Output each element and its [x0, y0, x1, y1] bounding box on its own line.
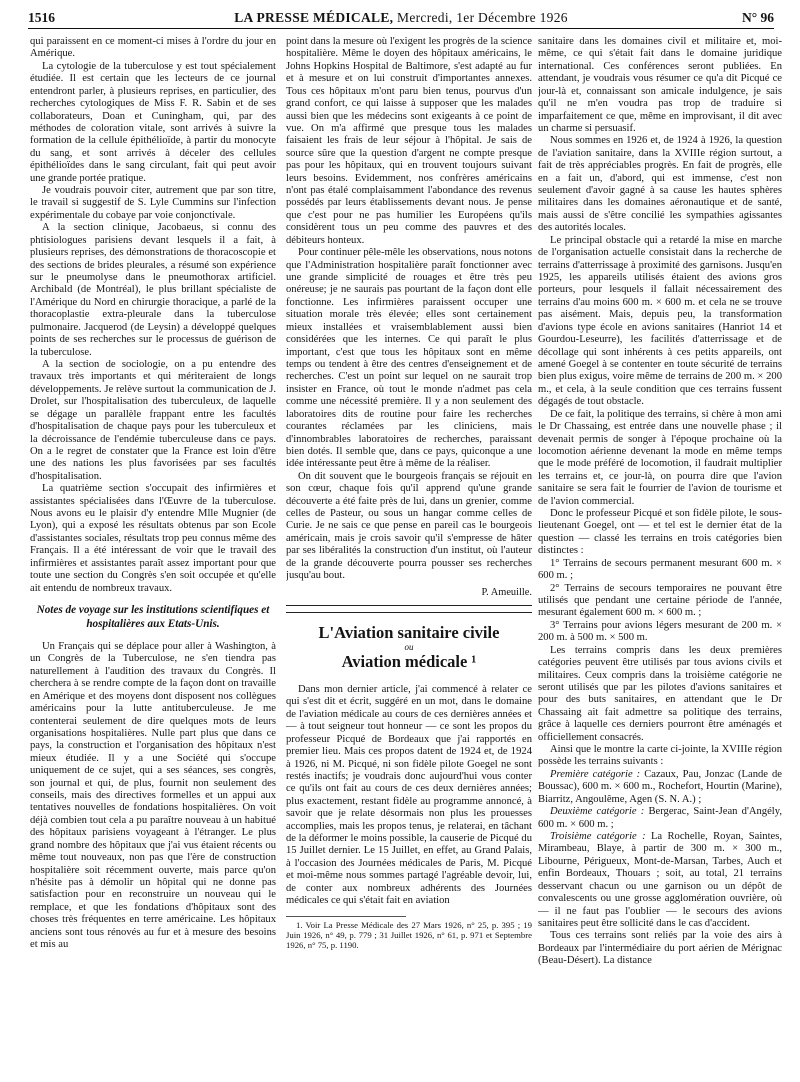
- paragraph: Donc le professeur Picqué et son fidèle pilote, le sous-lieutenant Goegel, ont — et tel est le dernier état de la question — classé les terrains en trois catégories bien distinctes :: [538, 508, 782, 557]
- divider: [286, 612, 532, 613]
- category-text: Bergerac, Saint-Jean d'Angély, 600 m. × 600 m. ;: [538, 806, 782, 830]
- paragraph: A la section de sociologie, on a pu entendre des travaux très importants et qui mériteraient de longs développements. Je relève surtout la communication de J. Drolet, sur l'hospitalisation des tuberculeux, de laquelle se dégage un parallèle frappant entre les facultés d'hospitalisation de chaque pays pour les tuberculeux et la décroissance de l'endémie tuberculeuse dans ce pays. On a le regret de constater que la France est loin d'être une des nations les plus favorisées par ses facultés d'hospitalisation.: [30, 358, 276, 482]
- paragraph: 1° Terrains de secours permanent mesurant 600 m. × 600 m. ;: [538, 557, 782, 582]
- masthead: [28, 10, 774, 26]
- column-middle: [286, 36, 532, 1076]
- category-label: Deuxième catégorie :: [550, 806, 645, 818]
- paragraph: De ce fait, la politique des terrains, si chère à mon ami le Dr Chassaing, est entrée dans une nouvelle phase ; il devenait permis de songer à l'époque prochaine où la locomotion aérienne devenant la mode en même temps que le mode préféré de locomotion, il faudrait multiplier les terrains et, ce jour-là, on pourra dire que l'avion sanitaire se sera fait le fourrier de l'avion de tourisme et de l'avion commercial.: [538, 408, 782, 507]
- issue-date: Mercredi, 1er Décembre 1926: [397, 10, 568, 25]
- paragraph: On dit souvent que le bourgeois français se réjouit en son cœur, chaque fois qu'il apprend qu'une grande découverte a été faite près de lui, dans un grenier, comme celles de Pasteur, ou sous un hangar comme celles de Curie. Je ne sais ce que pense en pareil cas le bourgeois américain, mais je crois savoir qu'il s'empresse de hâter par ses libéralités la construction d'un institut, où l'auteur de la grande découverte pourra pousser ses recherches jusqu'au bout.: [286, 470, 532, 582]
- page-header: [28, 10, 774, 29]
- paragraph: Les terrains compris dans les deux premières catégories peuvent être utilisés par tous avions civils et militaires. Ceux compris dans la troisième catégorie ne seront utilisés que par les pilotes d'avions sanitaires et pour des buts sanitaires, en attendant que le Dr Chassaing ait fait admettre sa politique des terrains, grâce à laquelle ces derniers pourront être aménagés et officiellement consacrés.: [538, 644, 782, 743]
- paragraph: Un Français qui se déplace pour aller à Washington, à un Congrès de la Tuberculose, ne s'en tiendra pas naturellement à l'audition des travaux du Congrès. Il cherchera à se rendre compte de la façon dont on travaille en Amérique et des moyens dont disposent nos collègues américains pour la lutte antituberculeuse. Je me contenterai seulement de dire quelques mots de leurs organisations hospitalières. Nulle part plus que dans ce pays, la construction et l'organisation des hôpitaux n'est mieux étudiée. Il y a une Société qui s'occupe uniquement de ce sujet, qui a ses séances, ses congrès, son journal et qui, de plus, fournit non seulement des conseils, mais des directives formelles et un appui aux tentatives nouvelles de fondations hospitalières. On voit déjà combien tout cela a pu paraître nouveau à un habitué des hôpitaux parisiens voyageant à l'étranger. Le plus grand nombre des hôpitaux que j'ai vus étaient récents ou même tout nouveaux, non pas que l'ère de construction hospitalière soit récemment ouverte, mais parce qu'on n'hésite pas à démolir un hôpital qui ne donne pas satisfaction pour en reconstruire un nouveau qui le remplace, et que les fondations d'hôpitaux sont des choses très fréquentes en terre américaine. Les hôpitaux anciens sont tous rénovés au fur et à mesure des besoins et mis au: [30, 640, 276, 951]
- paragraph: qui paraissent en ce moment-ci mises à l'ordre du jour en Amérique.: [30, 36, 276, 60]
- journal-title: LA PRESSE MÉDICALE,: [234, 10, 394, 25]
- category-item: [538, 806, 782, 831]
- paragraph: Tous ces terrains sont reliés par la voie des airs à Bordeaux par l'intermédiaire du port aérien de Mérignac (Beau-Désert). La distance: [538, 930, 782, 967]
- issue-number: N° 96: [741, 10, 774, 25]
- paragraph: 2° Terrains de secours temporaires ne pouvant être utilisés que pendant une certaine période de l'année, mesurant également 600 m. × 600 m. ;: [538, 582, 782, 619]
- category-item: [538, 769, 782, 806]
- paragraph: La cytologie de la tuberculose y est tout spécialement étudiée. Il est certain que les lecteurs de ce journal entendront parler, à plusieurs reprises, en particulier, des recherches cytologiques de Miss F. R. Sabin et de ses collaborateurs, Doan et Cuningham, qui, par des méthodes de coloration vitale, sont arrivés à suivre la formation de la cellule épithélioïde, à partir du monocyte du sang, et sont arrivés à déceler des cellules épithélioïdes dans le sang circulant, fait qui peut avoir une grande portée pratique.: [30, 60, 276, 184]
- paragraph: point dans la mesure où l'exigent les progrès de la science hospitalière. Même le doyen des hôpitaux américains, le Johns Hopkins Hospital de Baltimore, s'est adapté au fur et à mesure et on lui construit d'importantes annexes. Tous ces hôpitaux m'ont paru bien tenus, pourvus d'un grand confort, ce qui laisse à supposer que les malades aussi bien que les médecins sont exigeants à ce point de vue. On m'a affirmé que presque tous les malades faisaient les frais de leur séjour à l'hôpital. Je sais de source sûre que la question d'argent ne compte presque pas pour les hôpitaux, qui en trouvent toujours suivant leurs besoins. Evidemment, nos confrères américains n'ont pas étalé complaisamment l'abondance des revenus possédés par leurs établissements devant nous. Je pense que c'est pour ne pas humilier les Européens qu'ils considèrent tous un peu comme des pauvres et des débiteurs honteux.: [286, 36, 532, 246]
- paragraph: Nous sommes en 1926 et, de 1924 à 1926, la question de l'aviation sanitaire, dans la XVIIIe région surtout, a fait de très appréciables progrès. En fait de progrès, elle en a fait un, d'abord, qui est immense, c'est non seulement d'avoir gagné à sa cause les hautes sphères militaires dans les domaines aéronautique et de santé, mais aussi de s'être concilié les sympathies agissantes des autorités locales.: [538, 135, 782, 234]
- article-title-connector: ou: [404, 641, 414, 652]
- paragraph: Le principal obstacle qui a retardé la mise en marche de l'organisation actuelle consistait dans la recherche de terrains d'atterrissage à proximité des garnisons. Jusqu'en 1925, les appareils utilisés étaient des avions gros porteurs, pour lesquels il fallait nécessairement des terrains d'au moins 600 m. × 600 m. et cela ne se trouve pas aisément. Mais, depuis peu, la transformation d'avions type école en avions sanitaires (Hanriot 14 et Gourdou-Leseurre), les facilités d'atterrissage et de décollage qui sont inhérents à ces petits appareils, ont amené Goegel à se contenter en toute sécurité de terrains bien plus exigus, voire même de terrains de 200 m. × 200 m., et cela, à la seule condition que ces terrains fussent dégagés de tout obstacle.: [538, 234, 782, 408]
- category-label: Première catégorie :: [550, 768, 641, 780]
- category-item: [538, 831, 782, 930]
- article-title: L'Aviation sanitaire civile: [318, 622, 500, 642]
- page-number: 1516: [28, 10, 55, 25]
- article-title-secondary: Aviation médicale ¹: [341, 651, 477, 671]
- column-left: [30, 36, 276, 1076]
- paragraph: 3° Terrains pour avions légers mesurant de 200 m. × 200 m. à 500 m. × 500 m.: [538, 619, 782, 644]
- category-text: Cazaux, Pau, Jonzac (Lande de Boussac), 600 m. × 600 m., Rochefort, Hourtin (Marine), Biarritz, Angoulême, Agen (S. N. A.) ;: [538, 768, 782, 805]
- paragraph: Pour continuer pêle-mêle les observations, nous notons que l'Administration hospitalière paraît fonctionner avec une grande simplicité de rouages et être très peu onéreuse; je ne saurais pas pourtant de la façon dont elle fonctionne. Les infirmières paraissent occuper une situation morale très élevée; elles sont certainement mieux installées et vraisemblablement aussi bien considérées que les internes. Ce qui paraît le plus important, c'est que tous les hôpitaux sont en même temps ou tendent à être des centres d'enseignement et de recherches. C'est un point sur lequel on ne saurait trop insister en France, où tout le monde n'admet pas cela comme une nécessité première. Il y a non seulement des laboratoires dits de routine pour faire les recherches courantes réclamées par les cliniciens, mais d'innombrables laboratoires de recherches, paraissant bien dotés. Il semble que, dans ce pays, quiconque a une idée intéressante peut être à même de la réaliser.: [286, 247, 532, 470]
- paragraph: Ainsi que le montre la carte ci-jointe, la XVIIIe région possède les terrains suivants :: [538, 744, 782, 768]
- paragraph: La quatrième section s'occupait des infirmières et assistantes spécialisées dans l'Œuvre de la tuberculose. Nous avons eu le plaisir d'y entendre Mlle Mugnier (de Lyon), qui a exposé les résultats obtenus par son Ecole d'assistantes sociales, résultats trop peu connus même des Français. Il a été intéressant de voir que le travail des infirmières et assistantes paraît assez important pour que toute une section du Congrès s'en soit occupée et qu'elle ait entendu de nombreux travaux.: [30, 483, 276, 594]
- category-label: Troisième catégorie :: [550, 831, 646, 842]
- footnote: 1. Voir La Presse Médicale des 27 Mars 1926, n° 25, p. 395 ; 19 Juin 1926, n° 49, p. 779 ; 31 Juillet 1926, n° 61, p. 971 et Septembre 1926, n° 75, p. 1190.: [286, 919, 532, 951]
- author-signature: P. Ameuille.: [481, 586, 532, 598]
- paragraph: Je voudrais pouvoir citer, autrement que par son titre, le travail si suggestif de S. Lyle Cummins sur l'infection expérimentale du cobaye par voie conjonctivale.: [30, 185, 276, 221]
- column-right: [538, 36, 782, 1076]
- section-subheading: Notes de voyage sur les institutions scientifiques et hospitalières aux Etats-Unis.: [36, 603, 270, 630]
- divider: [286, 605, 532, 606]
- category-text: La Rochelle, Royan, Saintes, Mirambeau, Blaye, à partir de 300 m. × 300 m., Libourne, Périgueux, Mont-de-Marsan, Tarbes, Auch et enfin Bordeaux, Thouars ; soit, au total, 21 terrains desservant chacun ou une garnison ou un dépôt de convalescents ou une grosse agglomération ouvrière, où — il ne faut pas l'oublier — le secours des avions sanitaires peut être sollicité dans le cas d'accident.: [538, 831, 782, 929]
- paragraph: sanitaire dans les domaines civil et militaire et, moi-même, ce qui s'était fait dans le domaine juridique international. Ces conférences seront publiées. En attendant, je voudrais vous résumer ce qu'a dit Picqué ce jour-là et, connaissant son amicale indulgence, je sais qu'il ne m'en voudra pas trop de traduire si imparfaitement ce que, même en improvisant, il dit avec un charme si persuasif.: [538, 36, 782, 134]
- paragraph: Dans mon dernier article, j'ai commencé à relater ce qui s'est dit et écrit, suggéré en un mot, dans le domaine de l'aviation médicale au cours de ces dernières années et — à tout seigneur tout honneur — ce sont les propos du professeur Picqué de Bordeaux que j'ai rapportés en premier lieu. Mais ces propos datent de 1924 et, de 1924 à 1926, ni M. Picqué, ni son fidèle pilote Goegel ne sont restés inactifs; je voudrais donc aujourd'hui vous conter ce qu'ils ont fait au cours de ces deux dernières années; plus exactement, restant fidèle au programme annoncé, à savoir que je relate désormais non plus les prouesses accomplies, mais les propos tenus, je relaterai, en tâchant de la déformer le moins possible, la causerie de Picqué du 15 Juillet dernier. Le 15 Juillet, en effet, au Grand Palais, à l'occasion des Journées médicales de Paris, M. Picqué et moi-même nous sommes partagé l'agréable devoir, lui, de conter aux nombreux adhérents des Journées médicales ce qui s'était fait en aviation: [286, 683, 532, 907]
- paragraph: A la section clinique, Jacobaeus, si connu des phtisiologues parisiens devant lesquels il a fait, à plusieurs reprises, des démonstrations de thoracoscopie et des sections de brides pleurales, a résumé son expérience sur le pneumolyse dans le pneumothorax artificiel. Archibald (de Montréal), le plus brillant spécialiste de l'Amérique du Nord en chirurgie thoracique, a parlé de la thoracoplastie extra-pleurale dans la tuberculose pulmonaire. Jacquerod (de Leysin) a développé quelques points de ses recherches sur le processus de guérison de la tuberculose.: [30, 222, 276, 358]
